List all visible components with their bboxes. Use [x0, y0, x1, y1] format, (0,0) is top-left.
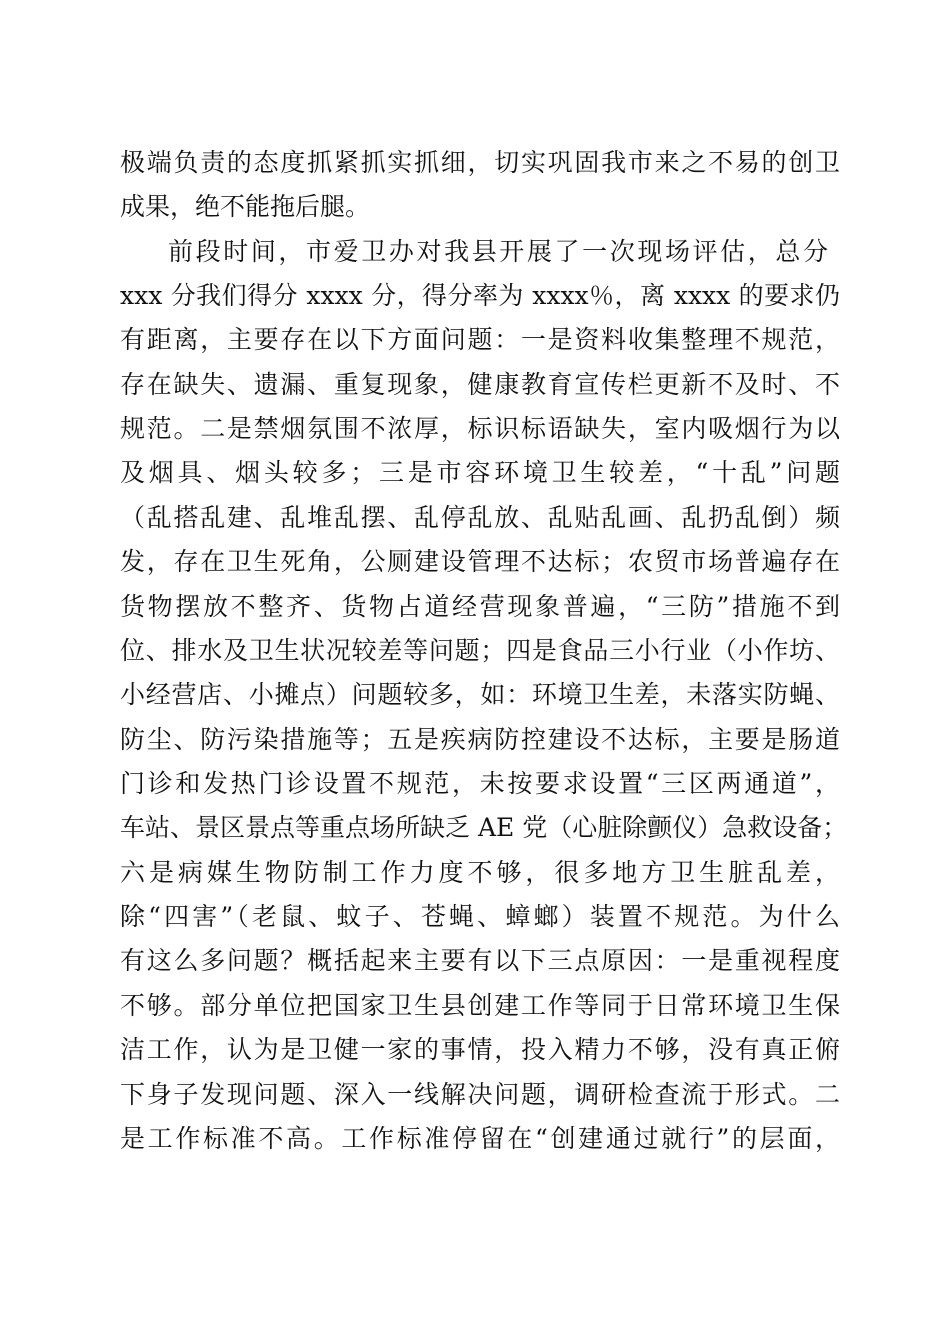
text-line: 规范。二是禁烟氛围不浓厚，标识标语缺失，室内吸烟行为以: [120, 414, 840, 443]
text-line: 货物摆放不整齐、货物占道经营现象普遍，“三防”措施不到: [120, 592, 840, 621]
text-line: 除“四害”（老鼠、蚊子、苍蝇、蟑螂）装置不规范。为什么: [120, 902, 840, 931]
text-line: 有距离，主要存在以下方面问题：一是资料收集整理不规范，: [120, 325, 840, 354]
text-line: 车站、景区景点等重点场所缺乏 AE 党（心脏除颤仪）急救设备；: [120, 813, 848, 842]
text-line: 发，存在卫生死角，公厕建设管理不达标；农贸市场普遍存在: [120, 547, 840, 576]
text-line: 有这么多问题？概括起来主要有以下三点原因：一是重视程度: [120, 946, 840, 975]
text-line: xxx 分我们得分 xxxx 分，得分率为 xxxx％，离 xxxx 的要求仍: [120, 281, 840, 310]
text-line: 成果，绝不能拖后腿。: [120, 192, 371, 221]
text-line: 不够。部分单位把国家卫生县创建工作等同于日常环境卫生保: [120, 991, 840, 1020]
text-line: 防尘、防污染措施等；五是疾病防控建设不达标，主要是肠道: [120, 725, 840, 754]
text-line: 门诊和发热门诊设置不规范，未按要求设置“三区两通道”，: [120, 769, 840, 798]
text-line: 前段时间，市爱卫办对我县开展了一次现场评估，总分: [168, 237, 828, 266]
text-line: （乱搭乱建、乱堆乱摆、乱停乱放、乱贴乱画、乱扔乱倒）频: [120, 503, 840, 532]
text-line: 小经营店、小摊点）问题较多，如：环境卫生差，未落实防蝇、: [120, 680, 840, 709]
text-line: 下身子发现问题、深入一线解决问题，调研检查流于形式。二: [120, 1080, 840, 1109]
text-line: 及烟具、烟头较多；三是市容环境卫生较差，“十乱”问题: [120, 458, 840, 487]
text-line: 存在缺失、遗漏、重复现象，健康教育宣传栏更新不及时、不: [120, 370, 840, 399]
text-line: 极端负责的态度抓紧抓实抓细，切实巩固我市来之不易的创卫: [120, 148, 840, 177]
text-line: 六是病媒生物防制工作力度不够，很多地方卫生脏乱差，: [120, 858, 840, 887]
text-line: 洁工作，认为是卫健一家的事情，投入精力不够，没有真正俯: [120, 1035, 840, 1064]
text-line: 位、排水及卫生状况较差等问题；四是食品三小行业（小作坊、: [120, 636, 840, 665]
text-line: 是工作标准不高。工作标准停留在“创建通过就行”的层面，: [120, 1124, 840, 1153]
